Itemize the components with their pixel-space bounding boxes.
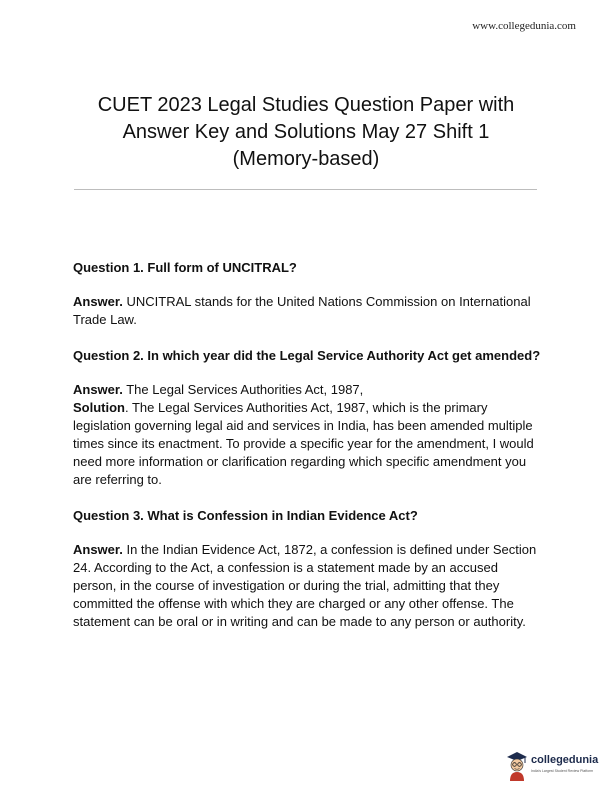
collegedunia-logo[interactable] xyxy=(505,750,605,784)
student-mascot-icon xyxy=(505,750,529,782)
qa-content xyxy=(73,259,543,649)
solution-text: . The Legal Services Authorities Act, 1987, which is the primary legislation governing legal aid and services in India, has been amended multiple times since its enactment. To provide a specific year for the amendment, I would need more information or clarification regarding which specific amendment you are referring to. xyxy=(73,400,534,487)
title-line-3: (Memory-based) xyxy=(232,148,380,170)
question-1: Question 1. Full form of UNCITRAL? xyxy=(73,260,297,275)
answer-3 xyxy=(73,541,543,631)
answer-text: In the Indian Evidence Act, 1872, a confession is defined under Section 24. According to the Act, a confession is a statement made by an accused person, in the course of investigation or during the trial, admitting that they committed the offense with which they are charged or any other offense. The statement can be oral or in writing and can be made to any person or authority. xyxy=(73,542,537,629)
site-url[interactable]: www.collegedunia.com xyxy=(472,20,576,32)
title-line-1: CUET 2023 Legal Studies Question Paper with xyxy=(97,94,515,116)
answer-text: UNCITRAL stands for the United Nations Commission on International Trade Law. xyxy=(73,294,531,327)
logo-tagline: India's Largest Student Review Platform xyxy=(531,769,594,773)
answer-label: Answer. xyxy=(73,542,123,557)
solution-label: Solution xyxy=(73,400,125,415)
answer-2 xyxy=(73,381,543,489)
page-title xyxy=(40,92,572,173)
answer-1 xyxy=(73,293,543,329)
answer-label: Answer. xyxy=(73,382,123,397)
logo-name: collegedunia xyxy=(531,754,599,766)
title-line-2: Answer Key and Solutions May 27 Shift 1 xyxy=(122,121,490,143)
answer-text: The Legal Services Authorities Act, 1987, xyxy=(122,382,364,397)
question-3: Question 3. What is Confession in Indian Evidence Act? xyxy=(73,508,418,523)
question-2: Question 2. In which year did the Legal Service Authority Act get amended? xyxy=(73,348,541,363)
title-divider xyxy=(74,189,537,190)
answer-label: Answer. xyxy=(73,294,123,309)
